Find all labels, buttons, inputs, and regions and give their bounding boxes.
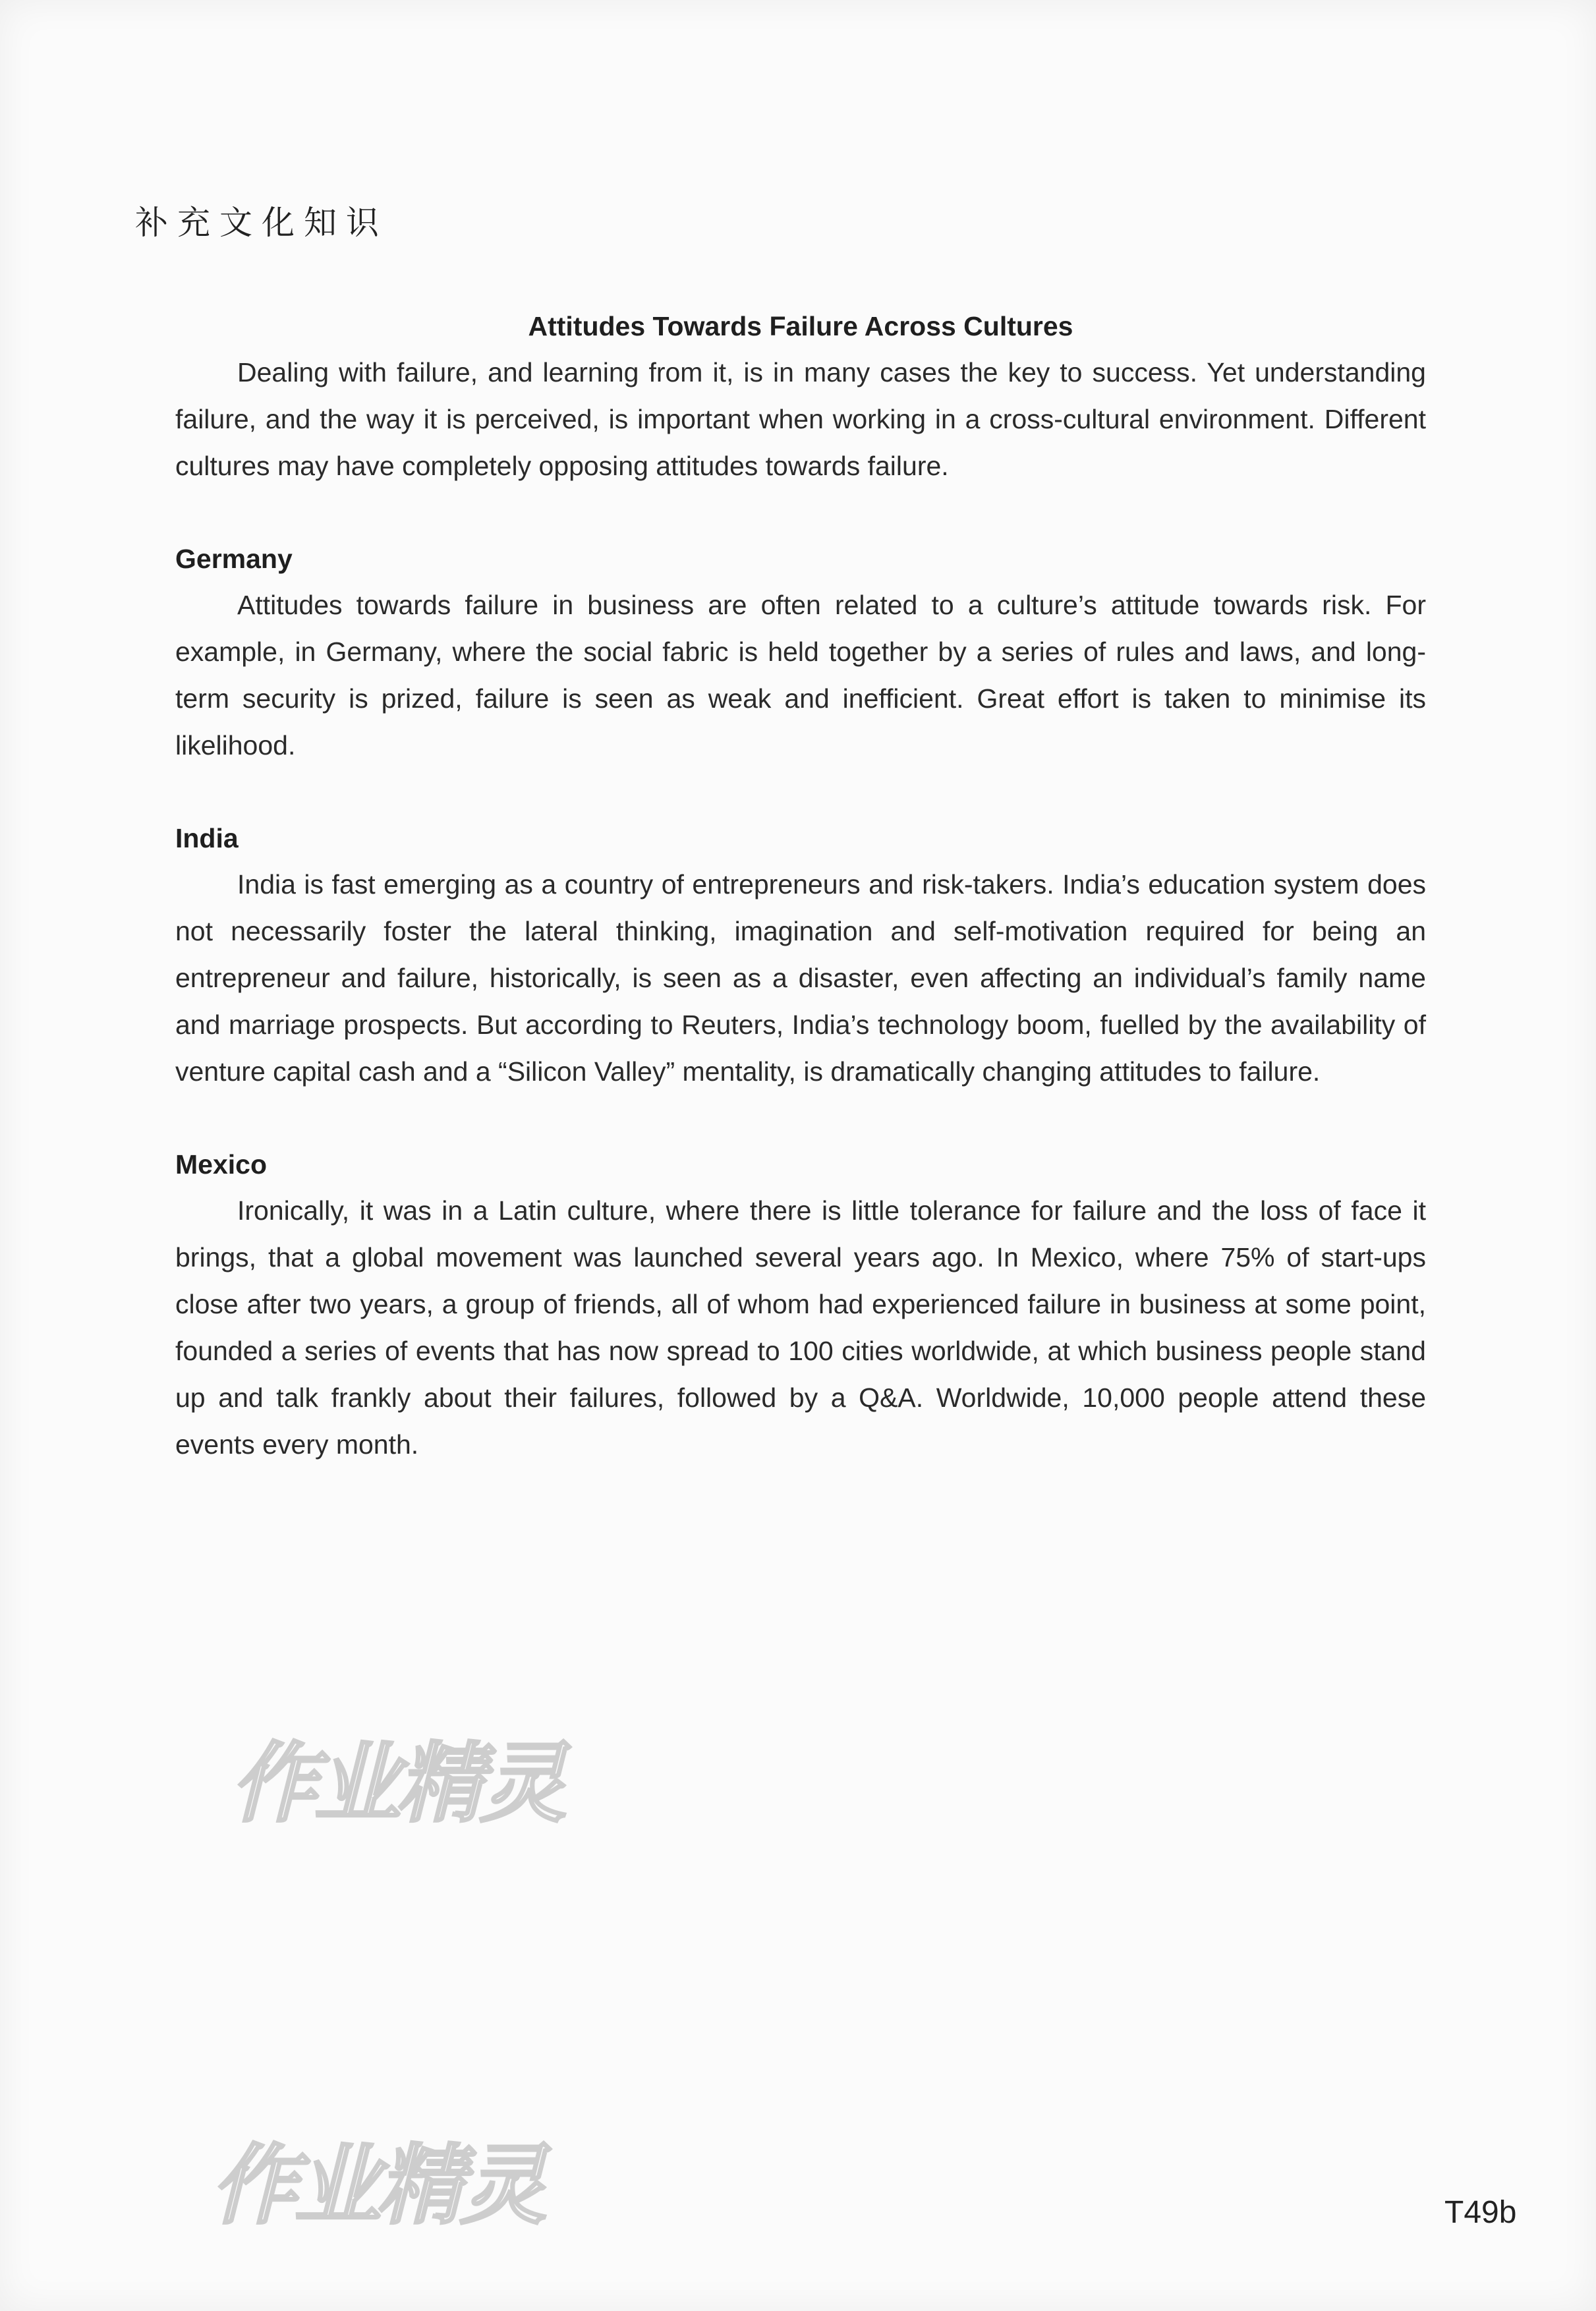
page-number: T49b	[1444, 2195, 1517, 2230]
watermark-logo: 作业精灵	[211, 2135, 543, 2237]
section-body-india: India is fast emerging as a country of entrepreneurs and risk-takers. India’s education system does not necessarily foster the lateral thinking, imagination and self-motivation required for being an entrepreneur and failure, historically, is seen as a disaster, even affecting an individual’s family name and marriage prospects. But according to Reuters, India’s technology boom, fuelled by the availability of venture capital cash and a “Silicon Valley” mentality, is dramatically changing attitudes to failure.	[175, 869, 1426, 1087]
section-body-germany: Attitudes towards failure in business are often related to a culture’s attitude towards risk. For example, in Germany, where the social fabric is held together by a series of rules and laws, and long-term security is prized, failure is seen as weak and inefficient. Great effort is taken to minimise its likelihood.	[175, 590, 1426, 760]
section-heading-india: India	[175, 823, 239, 853]
watermark-logo: 作业精灵	[231, 1733, 563, 1835]
section-heading-mexico: Mexico	[175, 1149, 267, 1180]
section-body-mexico: Ironically, it was in a Latin culture, where there is little tolerance for failure and the loss of face it brings, that a global movement was launched several years ago. In Mexico, where 75% of start-ups close after two years, a group of friends, all of whom had experienced failure in business at some point, founded a series of events that has now spread to 100 cities worldwide, at which business people stand up and talk frankly about their failures, followed by a Q&A. Worldwide, 10,000 people attend these events every month.	[175, 1195, 1426, 1460]
article-intro: Dealing with failure, and learning from it, is in many cases the key to success. Yet understanding failure, and the way it is perceived, is important when working in a cross-cultural environment. Different cultures may have completely opposing attitudes towards failure.	[175, 357, 1426, 481]
article	[175, 303, 1426, 1468]
section-heading-germany: Germany	[175, 544, 293, 574]
article-title: Attitudes Towards Failure Across Cultures	[528, 311, 1073, 341]
section-heading: 补充文化知识	[135, 204, 388, 242]
